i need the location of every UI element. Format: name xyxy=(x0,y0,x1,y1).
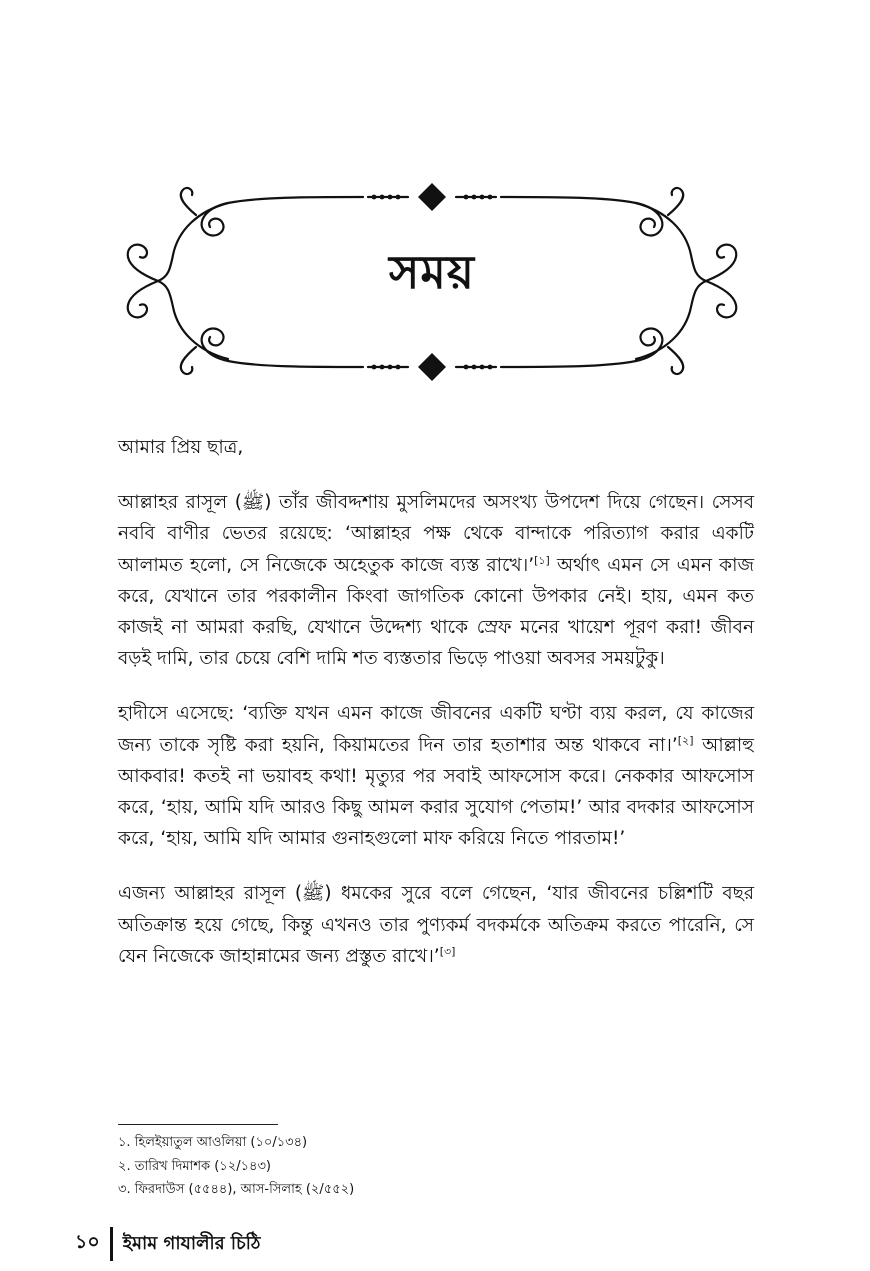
footnote-ref-2[interactable]: [২] xyxy=(677,733,694,747)
footnotes xyxy=(118,1131,718,1202)
paragraph-text: আল্লাহর রাসূল (ﷺ) তাঁর জীবদ্দশায় মুসলিমদের অসংখ্য উপদেশ দিয়ে গেছেন। সেসব নববি বাণীর ভেতর রয়েছে: ‘আল্লাহর পক্ষ থেকে বান্দাকে পরিত্যাগ করার একটি আলামত হলো, সে নিজেকে অহেতুক কাজে ব্যস্ত রাখে।’ xyxy=(118,492,754,576)
body-text xyxy=(118,432,754,996)
paragraph-text: আল্লাহু আকবার! কতই না ভয়াবহ কথা! মৃত্যুর পর সবাই আফসোস করে। নেককার আফসোস করে, ‘হায়, আমি যদি আরও কিছু আমল করার সুযোগ পেতাম!’ আর বদকার আফসোস করে, ‘হায়, আমি যদি আমার গুনাহগুলো মাফ করিয়ে নিতে পারতাম!’ xyxy=(118,734,754,850)
paragraph-text: অর্থাৎ এমন সে এমন কাজ করে, যেখানে তার পরকালীন কিংবা জাগতিক কোনো উপকার নেই। হায়, এমন কত কাজই না আমরা করছি, যেখানে উদ্দেশ্য থাকে স্রেফ মনের খায়েশ পূরণ করা! জীবন বড়ই দামি, তার চেয়ে বেশি দামি শত ব্যস্ততার ভিড়ে পাওয়া অবসর সময়টুকু। xyxy=(118,554,754,670)
salutation: আমার প্রিয় ছাত্র, xyxy=(118,437,244,458)
footnote-3: ৩. ফিরদাউস (৫৫৪৪), আস-সিলাহ (২/৫৫২) xyxy=(118,1182,355,1197)
paragraph-1 xyxy=(118,487,754,674)
paragraph-text: হাদীসে এসেছে: ‘ব্যক্তি যখন এমন কাজে জীবনের একটি ঘণ্টা ব্যয় করল, যে কাজের জন্য তাকে সৃষ্টি করা হয়নি, কিয়ামতের দিন তার হতাশার অন্ত থাকবে না।’ xyxy=(118,703,754,756)
page-number: ১০ xyxy=(75,1231,100,1253)
paragraph-2 xyxy=(118,698,754,854)
footnote-ref-1[interactable]: [১] xyxy=(534,553,550,567)
page-footer xyxy=(75,1226,261,1262)
running-book-title: ইমাম গাযালীর চিঠি xyxy=(122,1232,261,1254)
footnote-ref-3[interactable]: [৩] xyxy=(439,944,456,958)
footnote-2: ২. তারিখ দিমাশক (১২/১৪৩) xyxy=(118,1158,271,1174)
paragraph-text: এজন্য আল্লাহর রাসূল (ﷺ) ধমকের সুরে বলে গেছেন, ‘যার জীবনের চল্লিশটি বছর অতিক্রান্ত হয়ে গেছে, কিন্তু এখনও তার পুণ্যকর্ম বদকর্মকে অতিক্রম করতে পারেনি, সে যেন নিজেকে জাহান্নামের জন্য প্রস্তুত রাখে।’ xyxy=(118,883,754,967)
paragraph-3 xyxy=(118,878,754,972)
footnote-divider xyxy=(118,1124,278,1125)
footnote-1: ১. হিলইয়াতুল আওলিয়া (১০/১৩৪) xyxy=(118,1135,308,1150)
chapter-title: সময় xyxy=(388,245,476,299)
